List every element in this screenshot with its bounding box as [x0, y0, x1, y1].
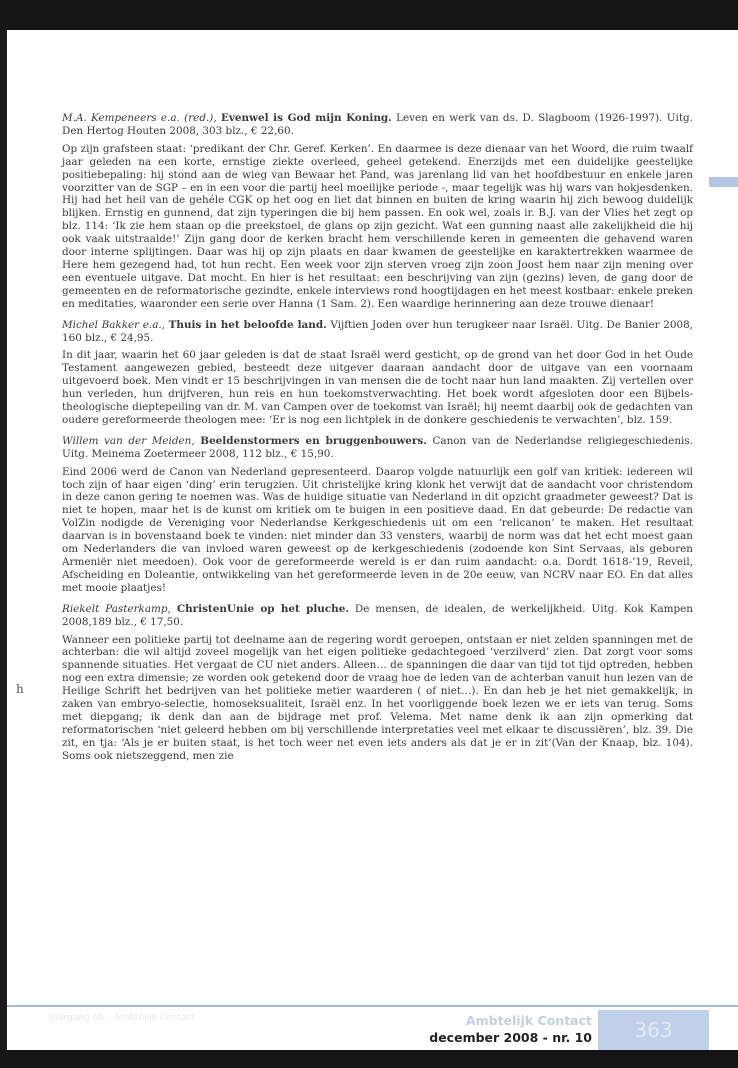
review-author: Riekelt Pasterkamp,	[62, 602, 171, 615]
side-tab-marker	[709, 177, 738, 187]
review-4	[62, 603, 693, 763]
review-citation	[62, 603, 693, 629]
scan-top-border	[0, 0, 738, 30]
review-author: M.A. Kempeneers e.a. (red.),	[62, 112, 217, 124]
review-2	[62, 319, 693, 427]
review-details: De mensen, de idealen, de werkelijkheid. Uitg. Kok Kampen 2008,189 blz., € 17,50.	[62, 602, 693, 628]
review-citation	[62, 112, 693, 138]
review-body: Wanneer een politieke partij tot deelname aan de regering wordt geroepen, ontstaan er niet zelden spanningen met de achterban: die wil altijd zoveel mogelijk van het eigen politieke gedachtegoed ‘verzilverd’ zien. Dat zorgt voor soms spannende situaties. Het vergaat de CU niet anders. Alleen… de spanningen die daar van tijd tot tijd optreden, hebben nog een extra dimensie; ze worden ook getekend door de vraag hoe de leden van de achterban vanuit hun lezen van de Heilige Schrift het bedrijven van het politieke metier waarderen ( of niet…). En dan heb je het niet gemakkelijk, in zaken van embryo-selectie, homoseksualiteit, Israël enz. In het voorliggende boek lezen we er iets van terug. Soms met diepgang; ik denk dan aan de bijdrage met prof. Velema. Met name denk ik aan zijn opmerking dat reformatorischen ‘niet geleerd hebben om bij verschillende interpretaties veel met elkaar te discussiëren’, blz. 39. Die zit, en tja: ‘Als je er buiten staat, is het toch weer net even iets anders als dat je er in zit’(Van der Knaap, blz. 104). Soms ook nietszeggend, men zie	[62, 633, 693, 762]
magazine-name: Ambtelijk Contact	[465, 1013, 592, 1028]
review-title: Thuis in het beloofde land.	[168, 318, 327, 331]
scan-left-edge	[0, 30, 7, 1060]
footer	[360, 1012, 592, 1046]
review-3	[62, 435, 693, 595]
review-citation	[62, 319, 693, 345]
review-citation	[62, 435, 693, 461]
footer-faint-text: Jaargang 66 – Ambtelijk Contact	[50, 1013, 195, 1023]
review-column	[62, 112, 693, 771]
review-title: Evenwel is God mijn Koning.	[220, 112, 392, 124]
review-details: Vijftien Joden over hun terugkeer naar Israël. Uitg. De Banier 2008, 160 blz., € 24,95.	[62, 318, 693, 344]
issue-label: december 2008 - nr. 10	[429, 1030, 592, 1045]
review-1	[62, 112, 693, 311]
review-title: ChristenUnie op het pluche.	[176, 602, 349, 615]
margin-mark: h	[16, 682, 24, 696]
review-title: Beeldenstormers en bruggenbouwers.	[200, 434, 427, 447]
review-author: Willem van der Meiden,	[62, 434, 195, 447]
review-details: Canon van de Nederlandse religiegeschiedenis. Uitg. Meinema Zoetermeer 2008, 112 blz., € 15,90.	[62, 434, 693, 460]
review-body: In dit jaar, waarin het 60 jaar geleden is dat de staat Israël werd gesticht, op de grond van het door God in het Oude Testament aangewezen gebied, besteedt deze uitgever daaraan aandacht door de uitgave van een voornaam uitgevoerd boek. Men vindt er 15 beschrijvingen in van mensen die de tocht naar hun land maakten. Zij vertellen over hun verleden, hun drijfveren, hun reis en hun toekomstverwachting. Het boek wordt afgesloten door een Bijbels-theologische dieptepeiling van dr. M. van Campen over de toekomst van Israël; hij neemt daarbij ook de gedachten van oudere gereformeerde theologen mee: ‘Er is nog een lichtplek in de donkere geschiedenis te verwachten’, blz. 159.	[62, 349, 693, 426]
footer-rule	[7, 1005, 738, 1007]
review-body: Op zijn grafsteen staat: ‘predikant der Chr. Geref. Kerken’. En daarmee is deze dienaar van het Woord, die ruim twaalf jaar geleden na een korte, ernstige ziekte overleed, geheel getekend. Enerzijds met een duidelijke geestelijke positiebepaling: hij stond aan de wieg van Bewaar het Pand, was jarenlang lid van het hoofdbestuur en enkele jaren voorzitter van de SGP – en in een voor die partij heel moeilijke periode -, maar tegelijk was hij wars van hokjesdenken. Hij had het heil van de gehéle CGK op het oog en liet dat binnen en buiten de kring waarin hij zich bewoog duidelijk blijken. Ernstig en gunnend, dat zijn typeringen die bij hem passen. En ook wel, zoals ir. B.J. van der Vlies het zegt op blz. 114: ‘Ik zie hem staan op die preekstoel, de glans op zijn gezicht. Wat een gunning naast alle zakelijkheid die hij ook vaak uitstraalde!’ Zijn gang door de kerken bracht hem verschillende keren in gemeenten die gehavend waren door interne splijtingen. Daar was hij op zijn plaats en daar kwamen de geestelijke en karaktertrekken waarmee de Here hem gezegend had, tot hun recht. Een week voor zijn sterven vroeg zijn zoon Joost hem naar zijn mening over een eventuele uitgave. Dat mocht. En hier is het resultaat: een beschrijving van zijn (gezins) leven, de gang door de gemeenten en de reformatorische gezindte, enkele interviews rond hoogtijdagen en het meest kostbaar: enkele preken en meditaties, waaronder een serie over Hanna (1 Sam. 2). Een waardige herinnering aan deze trouwe dienaar!	[62, 142, 693, 310]
review-details: Leven en werk van ds. D. Slagboom (1926-1997). Uitg. Den Hertog Houten 2008, 303 blz., € 22,60.	[62, 112, 693, 137]
page-number: 363	[634, 1018, 673, 1042]
review-author: Michel Bakker e.a.,	[62, 318, 166, 331]
page-number-box	[598, 1010, 709, 1050]
scan-bottom-border	[0, 1050, 738, 1068]
review-body: Eind 2006 werd de Canon van Nederland gepresenteerd. Daarop volgde natuurlijk een golf van kritiek: iedereen wil toch zijn of haar eigen ‘ding’ erin terugzien. Uit christelijke kring klonk het verwijt dat de aandacht voor christendom in deze canon gering te noemen was. Was de huidige situatie van Nederland in dit opzicht graadmeter geweest? Dat is niet te hopen, maar het is de kunst om kritiek om te buigen in een positieve daad. En dat gebeurde: De redactie van VolZin nodigde de Vereniging voor Nederlandse Kerkgeschiedenis uit om een ‘relicanon’ te maken. Het resultaat daarvan is in bovenstaand boek te vinden: niet minder dan 33 vensters, waarbij de norm was dat het echt moest gaan om Nederlanders die van invloed waren geweest op de kerkgeschiedenis (zodoende kon Sint Servaas, als geboren Armeniër niet meedoen). Ook voor de gereformeerde wereld is er dan ruim aandacht: o.a. Dordt 1618-’19, Reveil, Afscheiding en Doleantie, ontwikkeling van het gereformeerde leven in de 20e eeuw, van NCRV naar EO. En dat alles met mooie plaatjes!	[62, 465, 693, 594]
